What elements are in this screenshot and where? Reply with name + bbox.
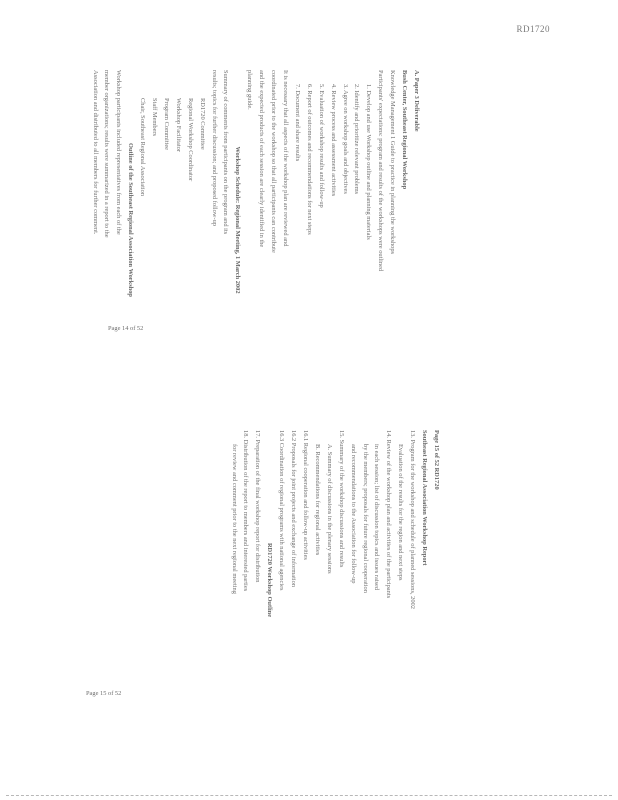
list-item: 4. Review process and assessment activities [329,84,337,197]
text-line: Workshop participants included representatives from each of the [115,70,123,235]
signature-line: RD1720 Committee [198,98,206,150]
list-item: 16.2 Proposals for joint projects and exchange of information [290,430,298,588]
signature-line: Staff Members [151,98,159,137]
section-heading: Outline of the Southeast Regional Association Workshop [127,143,135,297]
list-item: 17. Preparation of the final workshop report for distribution [254,430,262,583]
list-item: 3. Agree on workshop goals and objectives [341,84,349,194]
text-line: It is necessary that all aspects of the workshop plan are reviewed and [282,70,290,247]
page-number: Page 15 of 52 [86,690,122,697]
text-line: coordinated prior to the workshop so that all participants can contribute [270,70,278,253]
text-line: results; topics for further discussion; and proposed follow-up [210,70,218,227]
text-line: Summary of comments from participants on the program and its [222,70,230,235]
page-header-line: Southeast Regional Association Workshop Report [421,430,429,566]
text-line: planning guide. [246,70,254,110]
page-header-line: A. Paper 3 Deliverable [413,70,420,132]
list-item: 14. Review of the workshop plan and activities of the participants [385,430,393,599]
section-heading: Workshop Schedule: Regional Meeting, 1 March 2002 [234,146,242,294]
page-header-line: Bush Center, Southeast Regional Workshop [401,70,409,190]
list-item: 5. Evaluation of workshop results and follow-up [317,84,325,208]
text-line: Evaluation of the results for the region and next steps [397,444,405,581]
text-line: Participants' expectations: program and results of the workshops were outlined [377,70,385,272]
section-heading: RD1720 Workshop Outline [266,542,274,618]
page-header-line: Page 15 of 52 RD1720 [433,430,440,490]
signature-line: Program Committee [162,98,170,151]
text-line: in each session; list of discussion topics and issues raised [373,444,381,591]
page-number: Page 14 of 52 [108,325,144,332]
list-item: 6. Report of outcomes and recommendations for next steps [305,84,313,235]
list-item: 1. Develop and use Workshop outline and planning materials [365,84,373,240]
text-line: and the expected products of each session are clearly identified in the [258,70,266,248]
document-number: RD1720 [516,24,550,34]
list-item: 18. Distribution of the report to members and interested parties [242,430,250,592]
list-item: A. Summary of discussions in the plenary sessions [325,444,333,574]
text-line: and recommendations to the Association for follow-up [349,444,357,584]
list-item: 16.1 Regional cooperation and follow-up activities [302,430,310,560]
signature-line: Workshop Facilitator [174,98,182,152]
text-line: for review and comment prior to the next regional meeting [230,444,238,594]
list-item: 7. Document and share results [293,84,301,162]
signature-line: Chair, Southeast Regional Association [139,98,147,197]
list-item: B. Recommendations for regional activities [313,444,321,556]
rotated-text-block [110,430,440,730]
text-line: member organizations; results were summarized in a report to the [103,70,111,238]
text-line: by the members; proposals for future regional cooperation [361,444,369,593]
list-item: 13. Program for the workshop and schedule of planned sessions, 2002 [409,430,417,609]
text-line: Knowledge Management 1 Guide to practice in planning the workshops [389,70,397,255]
scanned-page-bottom [110,430,440,730]
scan-edge-divider [6,795,612,796]
signature-line: Regional Workshop Coordinator [186,98,194,182]
list-item: 16.3 Coordination of regional programs with national agencies [278,430,286,591]
text-line: Association and distributed to all members for further comment. [91,70,99,235]
list-item: 2. Identify and prioritize relevant problems [353,84,361,195]
list-item: 15. Summary of the workshop discussions and results [337,430,345,568]
